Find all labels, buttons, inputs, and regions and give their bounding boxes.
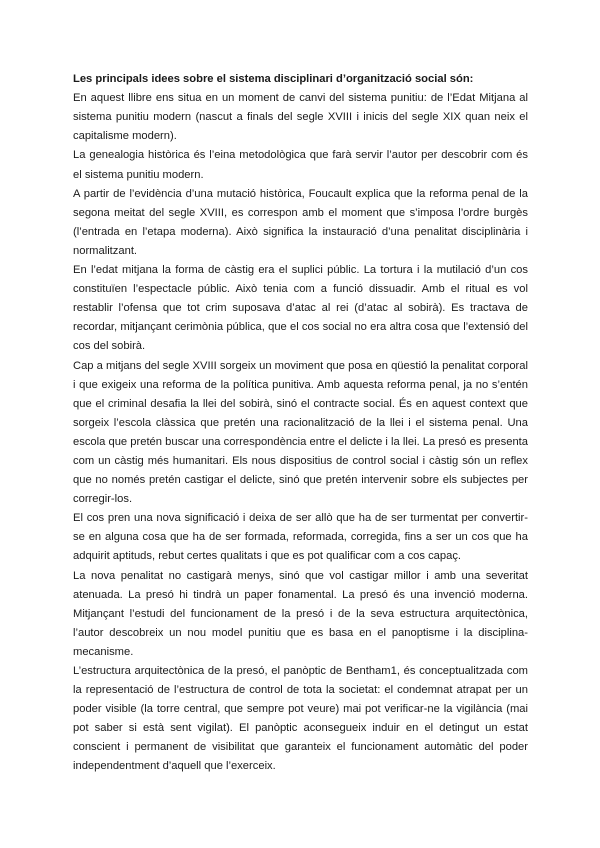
document-page [73, 70, 528, 777]
paragraph-body: El cos pren una nova significació i deixa de ser allò que ha de ser turmentat per convertir-se en alguna cosa que ha de ser formada, reformada, corregida, fins a ser un cos que ha adquirit aptituds, rebut certes qualitats i que es pot qualificar com a cos capaç. [73, 512, 528, 563]
paragraph-panopticon: L’estructura arquitectònica de la presó, el panòptic de Bentham1, és conceptualitzada com la representació de l’estructura de control de tota la societat: el condemnat atrapat per un poder visible (la torre central, que sempre pot veure) mai pot verificar-ne la vigilància (mai pot saber si està sent vigilat). El panòptic aconsegueix induir en el detingut un estat conscient i permanent de visibilitat que garanteix el funcionament automàtic del poder independentment d’aquell que l’exerceix. [73, 665, 528, 773]
paragraph-penal-reform: A partir de l’evidència d’una mutació històrica, Foucault explica que la reforma penal de la segona meitat del segle XVIII, es correspon amb el moment que s’imposa l’ordre burgès (l’entrada en l’etapa moderna). Això significa la instauració d’una penalitat disciplinària i normalitzant. [73, 187, 528, 257]
paragraph-18th-century: Cap a mitjans del segle XVIII sorgeix un moviment que posa en qüestió la penalitat corporal i que exigeix una reforma de la política punitiva. Amb aquesta reforma penal, ja no s’entén que el criminal desafia la llei del sobirà, sinó el contracte social. És en aquest context que sorgeix l’escola clàssica que pretén una racionalització de la llei i el sistema penal. Una escola que pretén buscar una correspondència entre el delicte i la llei. La presó es presenta com un càstig més humanitari. Els nous dispositius de control social i càstig són un reflex que no només pretén castigar el delicte, sinó que pretén intervenir sobre els subjectes per corregir-los. [73, 359, 528, 506]
paragraph-genealogy: La genealogia històrica és l’eina metodològica que farà servir l’autor per descobrir com és el sistema punitiu modern. [73, 149, 528, 181]
paragraph-intro: En aquest llibre ens situa en un moment de canvi del sistema punitiu: de l’Edat Mitjana al sistema punitiu modern (nascut a finals del segle XVIII i inicis del segle XIX quan neix el capitalisme modern). [73, 92, 528, 143]
document-heading: Les principals idees sobre el sistema disciplinari d’organització social són: [73, 73, 474, 85]
paragraph-middle-ages: En l’edat mitjana la forma de càstig era el suplici públic. La tortura i la mutilació d’un cos constituïen l’espectacle públic. Això tenia com a funció dissuadir. Amb el ritual es vol restablir l’ofensa que tot crim suposava d’atac al rei (d’atac al sobirà). Es tractava de recordar, mitjançant cerimònia pública, que el cos social no era altra cosa que l’extensió del cos del sobirà. [73, 264, 528, 353]
paragraph-new-penalty: La nova penalitat no castigarà menys, sinó que vol castigar millor i amb una severitat atenuada. La presó hi tindrà un paper fonamental. La presó és una invenció moderna. Mitjançant l’estudi del funcionament de la presó i de la seva estructura arquitectònica, l’autor descobreix un nou model punitiu que es basa en el panoptisme i la disciplina-mecanisme. [73, 569, 528, 658]
